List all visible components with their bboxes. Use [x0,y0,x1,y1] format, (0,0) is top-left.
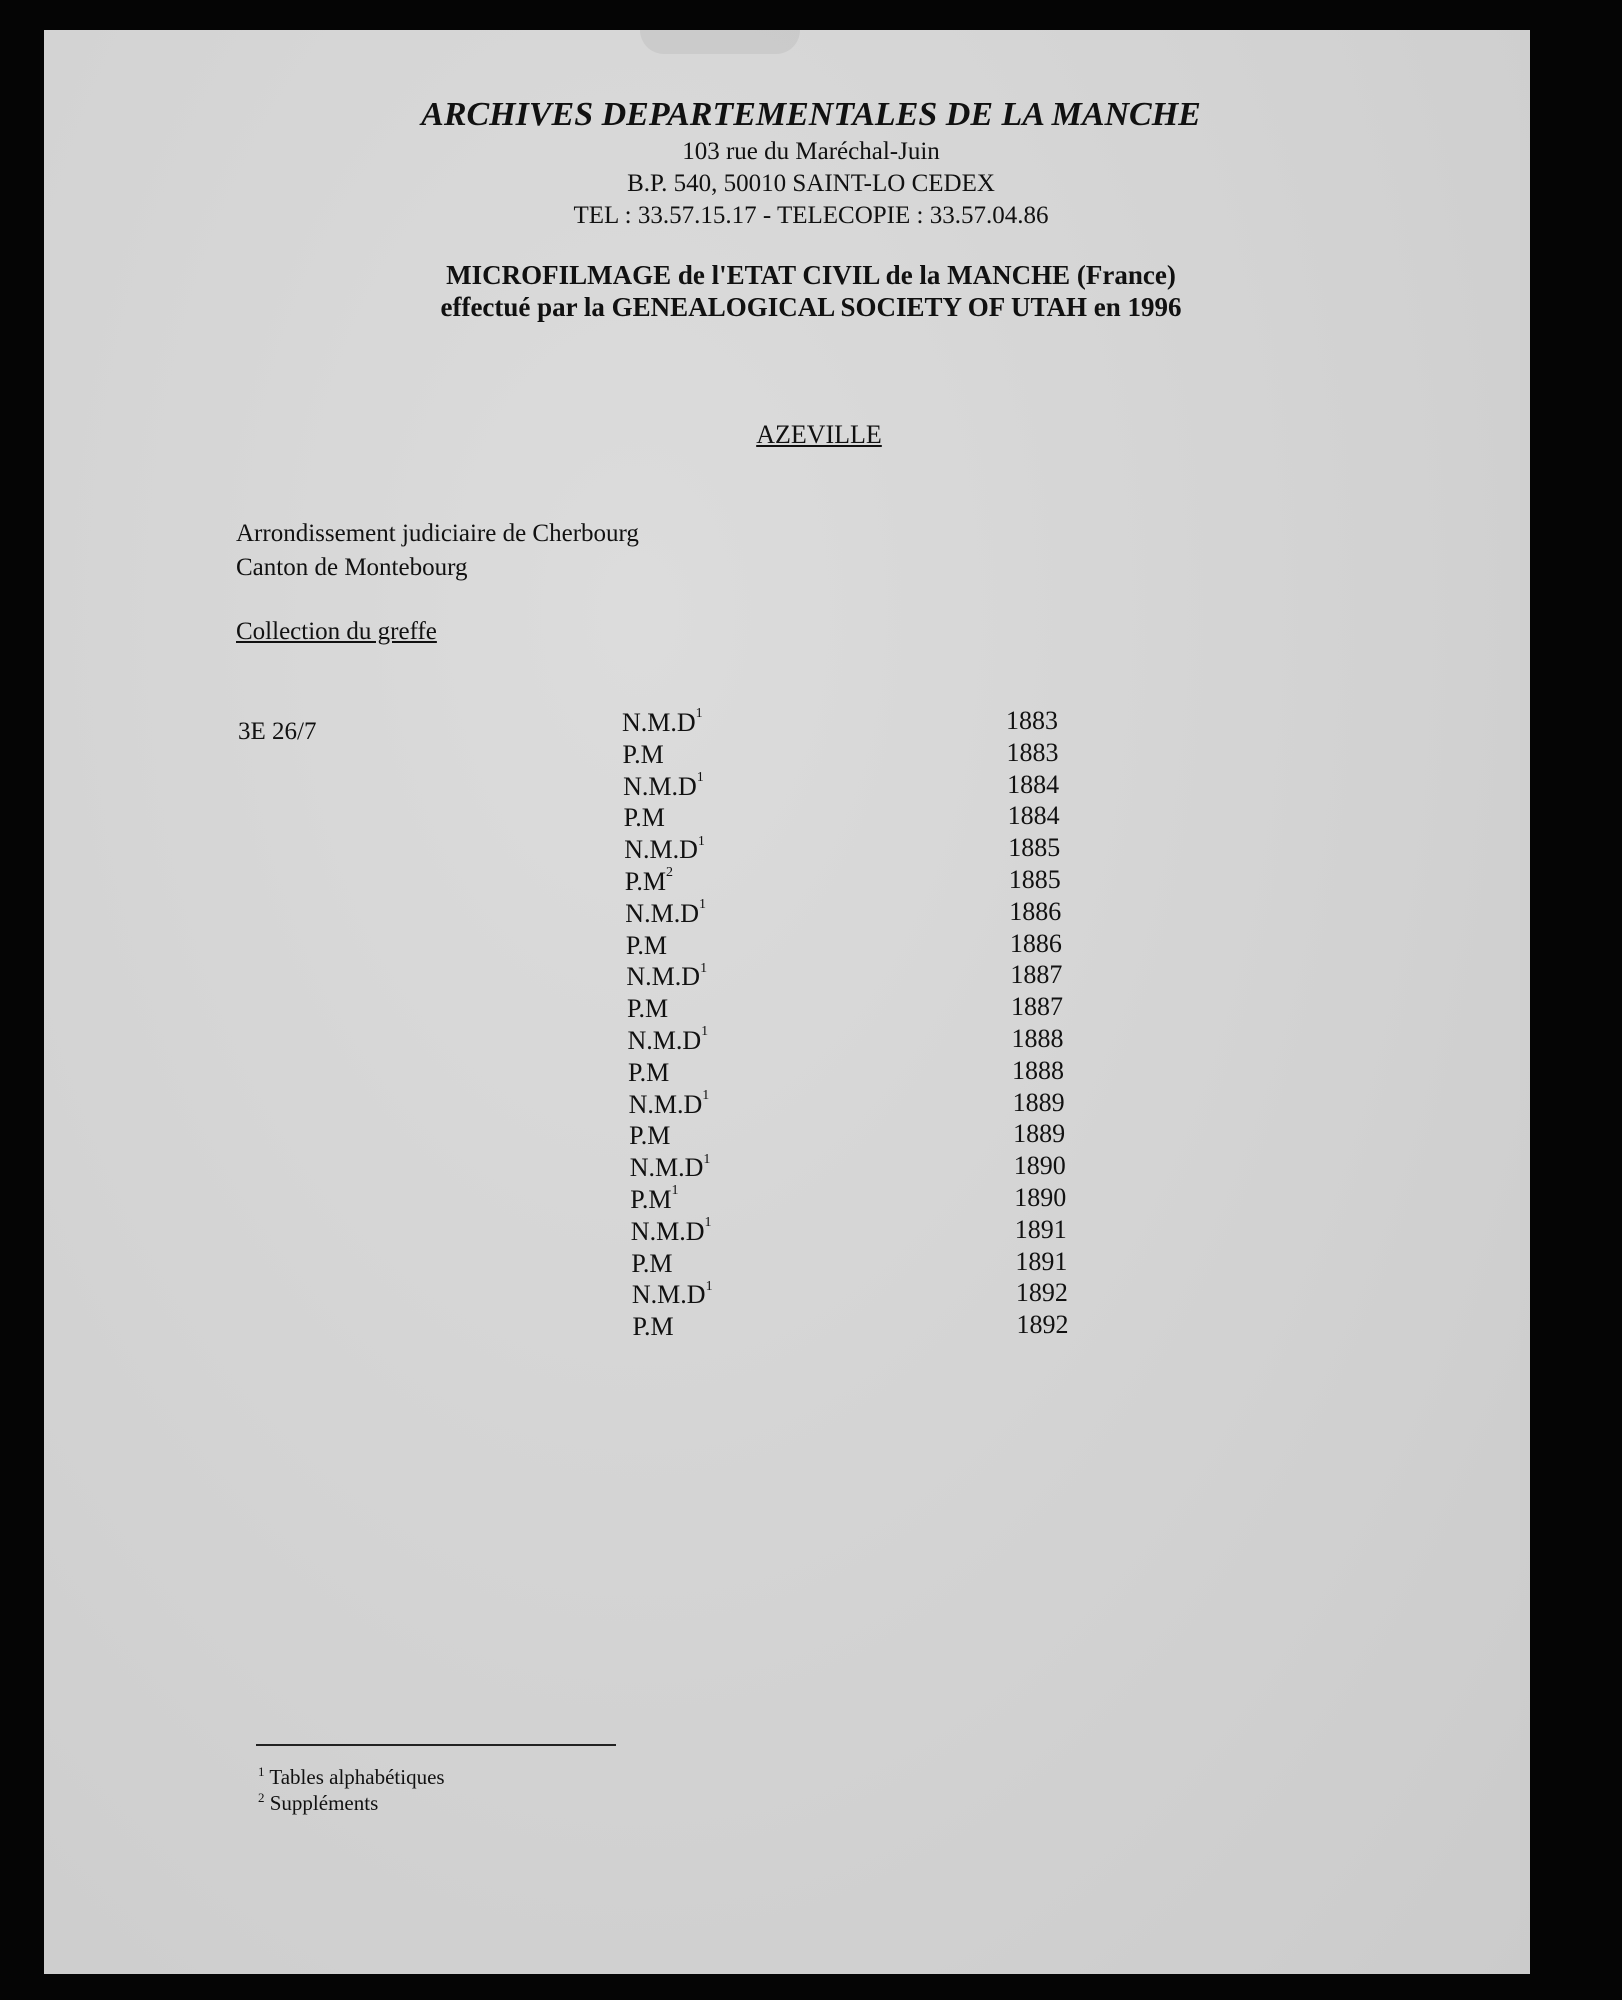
footnote-marker: 1 [701,1024,709,1040]
record-type: $P.M^1$ [630,1183,679,1214]
record-type: P.M [626,994,669,1024]
record-type: P.M [623,803,665,833]
record-year: 1890 [1014,1183,1067,1212]
footnote-marker: 1 [696,769,704,785]
record-year: 1886 [1009,928,1062,958]
record-year: 1888 [1012,1055,1065,1085]
record-year: 1891 [1014,1214,1067,1244]
record-type: P.M [631,1248,673,1278]
record-year: 1886 [1009,896,1062,926]
arrondissement: Arrondissement judiciaire de Cherbourg [236,520,639,547]
footnote-1: $^1$ Tables alphabétiques [258,1764,445,1789]
folder-notch [640,30,800,54]
record-type: $N.M.D^1$ [624,833,705,865]
record-year: 1883 [1006,706,1058,735]
microfilm-title: MICROFILMAGE de l'ETAT CIVIL de la MANCHE (France) [446,260,1176,290]
record-type: $N.M.D^1$ [625,897,706,928]
record-year: 1892 [1016,1310,1069,1340]
record-type: P.M [632,1312,674,1342]
record-type: $N.M.D^1$ [631,1278,713,1310]
footnote-marker: 2 [665,865,673,881]
record-year: 1888 [1011,1024,1064,1053]
record-year: 1887 [1010,992,1063,1022]
collection-heading: Collection du greffe [236,618,437,645]
footnote-2: $^2$ Suppléments [258,1790,379,1815]
canton: Canton de Montebourg [236,554,468,581]
record-type: $N.M.D^1$ [623,769,704,801]
record-type: P.M [629,1121,671,1151]
record-year: 1885 [1008,865,1061,894]
footnote-marker: 1 [705,1278,713,1294]
commune-name: AZEVILLE [756,420,882,449]
footnote-marker: 1 [703,1151,711,1167]
record-year: 1889 [1013,1119,1066,1149]
record-year: 1883 [1006,737,1059,767]
record-type: P.M [622,739,664,769]
address-street: 103 rue du Maréchal-Juin [682,138,940,165]
footnote-marker: 1 [700,960,708,976]
footnote-marker: 1 [671,1183,679,1199]
record-type: $N.M.D^1$ [629,1151,711,1183]
record-year: 1885 [1008,833,1061,863]
record-year: 1887 [1010,960,1063,990]
record-year: 1884 [1007,801,1060,831]
record-type: $N.M.D^1$ [630,1215,712,1246]
institution-title: ARCHIVES DEPARTEMENTALES DE LA MANCHE [421,96,1201,133]
address-postal: B.P. 540, 50010 SAINT-LO CEDEX [627,170,995,197]
record-year: 1891 [1015,1246,1068,1276]
record-type: $N.M.D^1$ [628,1087,710,1119]
record-type: P.M [625,930,668,960]
phone-fax: TEL : 33.57.15.17 - TELECOPIE : 33.57.04.86 [573,202,1049,229]
record-type: $N.M.D^1$ [622,706,703,737]
record-type: $P.M^2$ [624,865,673,896]
record-year: 1889 [1012,1087,1065,1117]
record-type: $N.M.D^1$ [627,1024,709,1055]
record-type: P.M [628,1057,670,1087]
record-year: 1884 [1007,769,1060,799]
footnote-marker: 1 [702,1087,710,1103]
record-type: $N.M.D^1$ [626,960,708,992]
footnote-rule [256,1744,616,1746]
footnote-marker: 1 [704,1215,712,1231]
archive-cote: 3E 26/7 [238,718,317,745]
footnote-marker: 1 [697,833,705,849]
record-year: 1890 [1013,1151,1066,1181]
microfilm-subtitle: effectué par la GENEALOGICAL SOCIETY OF UTAH en 1996 [440,292,1182,322]
footnote-marker: 1 [698,897,706,913]
footnote-marker: 1 [695,706,703,722]
record-year: 1892 [1015,1278,1068,1308]
